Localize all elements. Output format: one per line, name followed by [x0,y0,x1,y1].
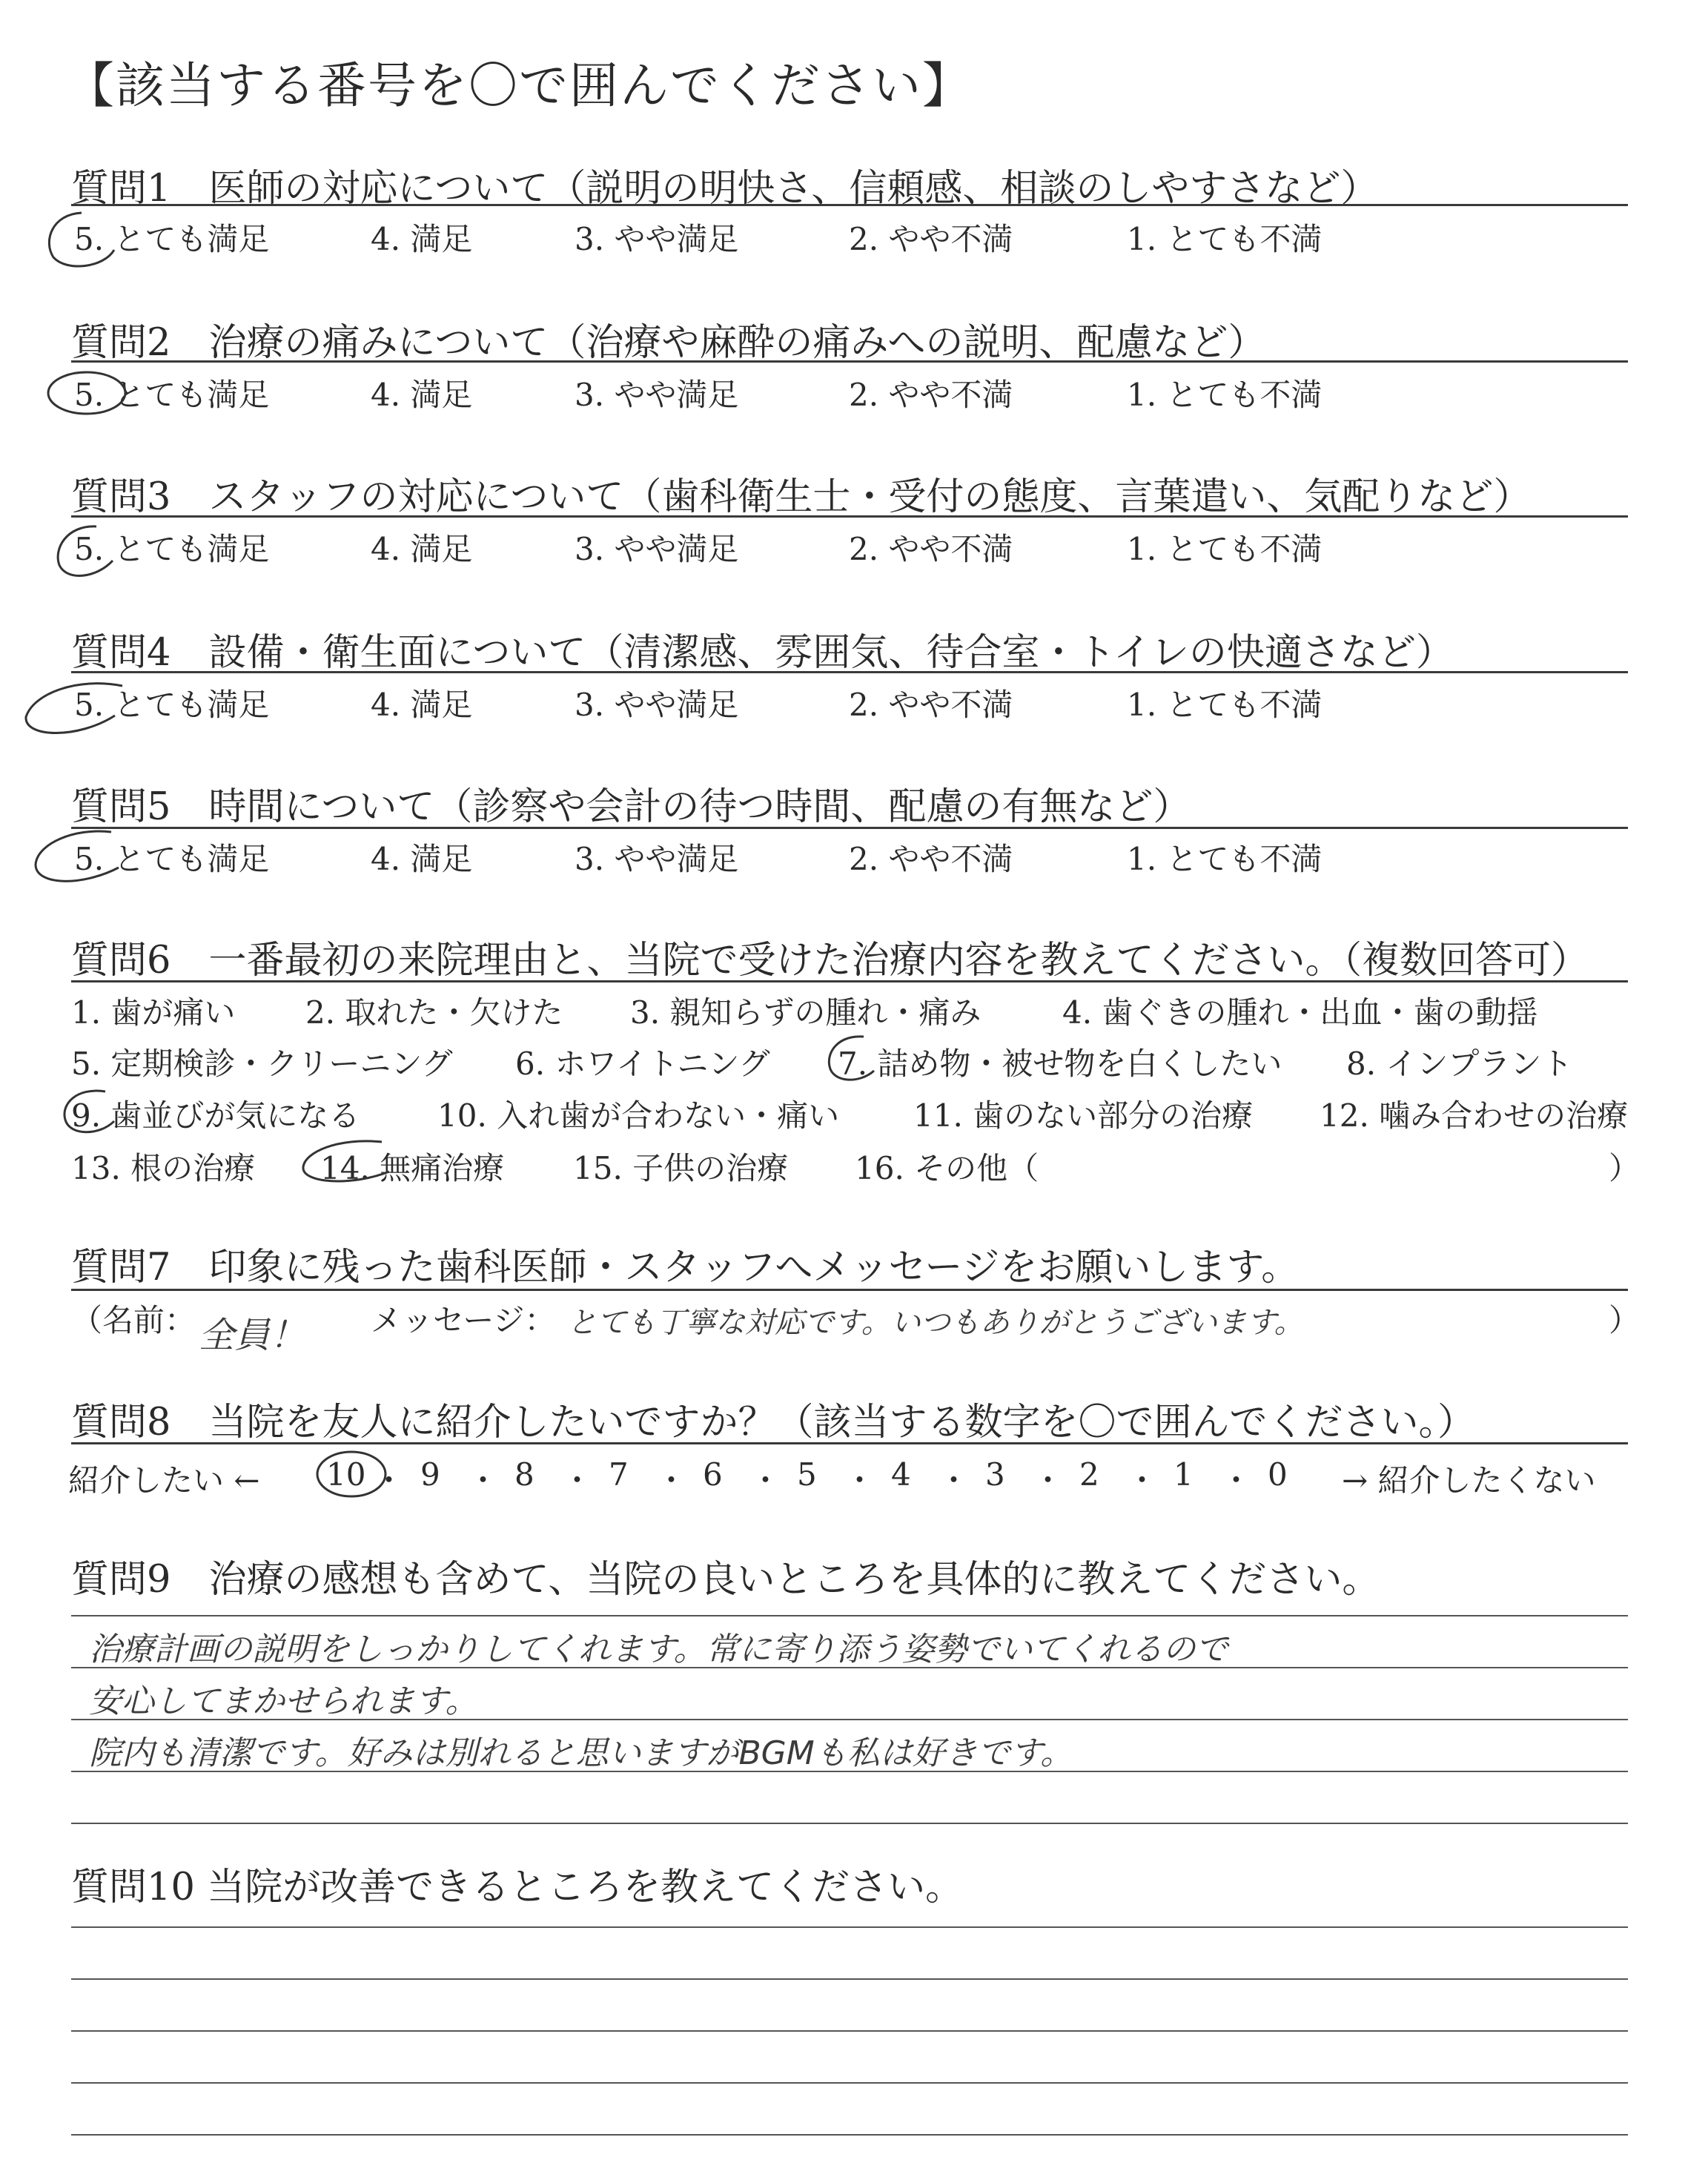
q8-scale-dot: ・ [373,1462,405,1499]
q8-scale-dot: ・ [844,1462,875,1499]
q1-option-2[interactable]: 2. やや不満 [849,221,1013,257]
q4-option-5[interactable]: 5. とても満足 [74,687,270,723]
q2-option-1[interactable]: 1. とても不満 [1127,377,1323,413]
q8-scale-value-9[interactable]: 9 [420,1456,440,1493]
q1-option-4[interactable]: 4. 満足 [371,221,473,257]
q6-circle-9 [53,1084,128,1143]
q3-rule [71,515,1628,518]
q5-selection-circle [22,823,141,897]
q4-option-3[interactable]: 3. やや満足 [575,687,739,723]
q6-option-5[interactable]: 5. 定期検診・クリーニング [71,1046,453,1082]
q4-option-1[interactable]: 1. とても不満 [1127,687,1323,723]
q6-option-2[interactable]: 2. 取れた・欠けた [305,994,563,1031]
q9-line-5 [71,1823,1628,1824]
q10-title: 質問10 当院が改善できるところを教えてください。 [71,1866,964,1909]
q1-option-5[interactable]: 5. とても満足 [74,221,270,257]
q2-option-4[interactable]: 4. 満足 [371,377,473,413]
q3-option-3[interactable]: 3. やや満足 [575,531,739,567]
q6-rule [71,980,1628,982]
q7-close-paren: ） [1609,1302,1641,1338]
q6-circle-7 [819,1031,886,1090]
q4-selection-circle [11,671,145,753]
q10-line-1 [71,1926,1628,1928]
q10-line-2 [71,1978,1628,1980]
q2-option-2[interactable]: 2. やや不満 [849,377,1013,413]
q7-message-label: メッセージ： [371,1302,556,1338]
q6-option-3[interactable]: 3. 親知らずの腫れ・痛み [630,994,982,1031]
q4-option-4[interactable]: 4. 満足 [371,687,473,723]
q6-option-14[interactable]: 14. 無痛治療 [320,1150,505,1186]
q4-option-2[interactable]: 2. やや不満 [849,687,1013,723]
q4-rule [71,671,1628,673]
q1-option-1[interactable]: 1. とても不満 [1127,221,1323,257]
q8-right-label: → 紹介したくない [1342,1462,1596,1499]
q4-title: 質問4 設備・衛生面について（清潔感、雰囲気、待合室・トイレの快適さなど） [71,631,1454,675]
q6-option-7[interactable]: 7. 詰め物・被せ物を白くしたい [838,1046,1282,1082]
q3-option-4[interactable]: 4. 満足 [371,531,473,567]
q1-selection-circle [37,204,133,278]
q9-answer-line-3[interactable]: 院内も清潔です。好みは別れると思いますがBGMも私は好きです。 [89,1734,1073,1772]
q8-left-label: 紹介したい ← [68,1462,260,1499]
q6-option-6[interactable]: 6. ホワイトニング [515,1046,770,1082]
q1-rule [71,204,1628,206]
q9-answer-line-2[interactable]: 安心してまかせられます。 [89,1682,478,1720]
q10-line-3 [71,2030,1628,2032]
q8-scale-value-5[interactable]: 5 [797,1456,817,1493]
q3-title: 質問3 スタッフの対応について（歯科衛生士・受付の態度、言葉遣い、気配りなど） [71,475,1532,519]
q7-message-value[interactable]: とても丁寧な対応です。いつもありがとうございます。 [567,1306,1304,1340]
q9-line-1 [71,1615,1628,1616]
q5-title: 質問5 時間について（診察や会計の待つ時間、配慮の有無など） [71,785,1191,829]
q6-other-close-paren: ） [1609,1150,1641,1186]
q6-title: 質問6 一番最初の来院理由と、当院で受けた治療内容を教えてください。（複数回答可） [71,939,1589,982]
q8-scale-dot: ・ [655,1462,687,1499]
q8-scale-dot: ・ [467,1462,499,1499]
q7-name-label: （名前： [71,1302,196,1338]
q2-option-3[interactable]: 3. やや満足 [575,377,739,413]
q6-option-11[interactable]: 11. 歯のない部分の治療 [913,1097,1254,1134]
q8-scale-value-6[interactable]: 6 [703,1456,723,1493]
q3-option-5[interactable]: 5. とても満足 [74,531,270,567]
q2-title: 質問2 治療の痛みについて（治療や麻酔の痛みへの説明、配慮など） [71,321,1266,365]
q9-answer-line-1[interactable]: 治療計画の説明をしっかりしてくれます。常に寄り添う姿勢でいてくれるので [89,1631,1228,1668]
q2-selection-circle [41,365,137,424]
q8-scale-dot: ・ [1126,1462,1158,1499]
q6-option-4[interactable]: 4. 歯ぐきの腫れ・出血・歯の動揺 [1062,994,1538,1031]
q3-option-2[interactable]: 2. やや不満 [849,531,1013,567]
q8-scale-value-8[interactable]: 8 [514,1456,534,1493]
q10-line-5 [71,2134,1628,2136]
page-title: 【該当する番号を〇で囲んでください】 [65,57,973,114]
q8-title: 質問8 当院を友人に紹介したいですか？（該当する数字を〇で囲んでください。） [71,1401,1475,1444]
q6-option-12[interactable]: 12. 噛み合わせの治療 [1320,1097,1629,1134]
q6-option-16[interactable]: 16. その他（ [855,1150,1039,1186]
q7-name-value[interactable]: 全員！ [199,1315,306,1356]
q9-title: 質問9 治療の感想も含めて、当院の良いところを具体的に教えてください。 [71,1558,1380,1602]
q1-title: 質問1 医師の対応について（説明の明快さ、信頼感、相談のしやすさなど） [71,167,1379,211]
q5-option-3[interactable]: 3. やや満足 [575,841,739,877]
q1-option-3[interactable]: 3. やや満足 [575,221,739,257]
q3-option-1[interactable]: 1. とても不満 [1127,531,1323,567]
q8-rule [71,1442,1628,1444]
q7-title: 質問7 印象に残った歯科医師・スタッフへメッセージをお願いします。 [71,1246,1300,1289]
q5-option-4[interactable]: 4. 満足 [371,841,473,877]
q6-option-13[interactable]: 13. 根の治療 [71,1150,256,1186]
q3-selection-circle [44,519,133,586]
q8-scale-dot: ・ [1220,1462,1252,1499]
q5-option-2[interactable]: 2. やや不満 [849,841,1013,877]
q8-scale-value-0[interactable]: 0 [1268,1456,1288,1493]
q6-option-1[interactable]: 1. 歯が痛い [71,994,236,1031]
q8-scale-dot: ・ [561,1462,593,1499]
q2-option-5[interactable]: 5. とても満足 [74,377,270,413]
q8-scale-value-3[interactable]: 3 [985,1456,1005,1493]
q8-scale-dot: ・ [749,1462,781,1499]
q7-rule [71,1289,1628,1291]
q10-line-4 [71,2082,1628,2084]
q8-scale-value-4[interactable]: 4 [891,1456,911,1493]
q5-option-5[interactable]: 5. とても満足 [74,841,270,877]
q2-rule [71,360,1628,363]
q5-option-1[interactable]: 1. とても不満 [1127,841,1323,877]
q6-circle-14 [293,1135,404,1194]
q8-scale-dot: ・ [1032,1462,1064,1499]
q8-selection-circle [311,1444,393,1504]
q6-option-9[interactable]: 9. 歯並びが気になる [71,1097,360,1134]
q6-option-15[interactable]: 15. 子供の治療 [573,1150,789,1186]
q6-option-8[interactable]: 8. インプラント [1346,1046,1573,1082]
q5-rule [71,827,1628,829]
q6-option-10[interactable]: 10. 入れ歯が合わない・痛い [437,1097,840,1134]
q8-scale-value-10[interactable]: 10 [326,1456,366,1493]
q8-scale-value-2[interactable]: 2 [1079,1456,1099,1493]
q8-scale-dot: ・ [938,1462,970,1499]
q8-scale-value-7[interactable]: 7 [609,1456,629,1493]
q8-scale-value-1[interactable]: 1 [1174,1456,1194,1493]
